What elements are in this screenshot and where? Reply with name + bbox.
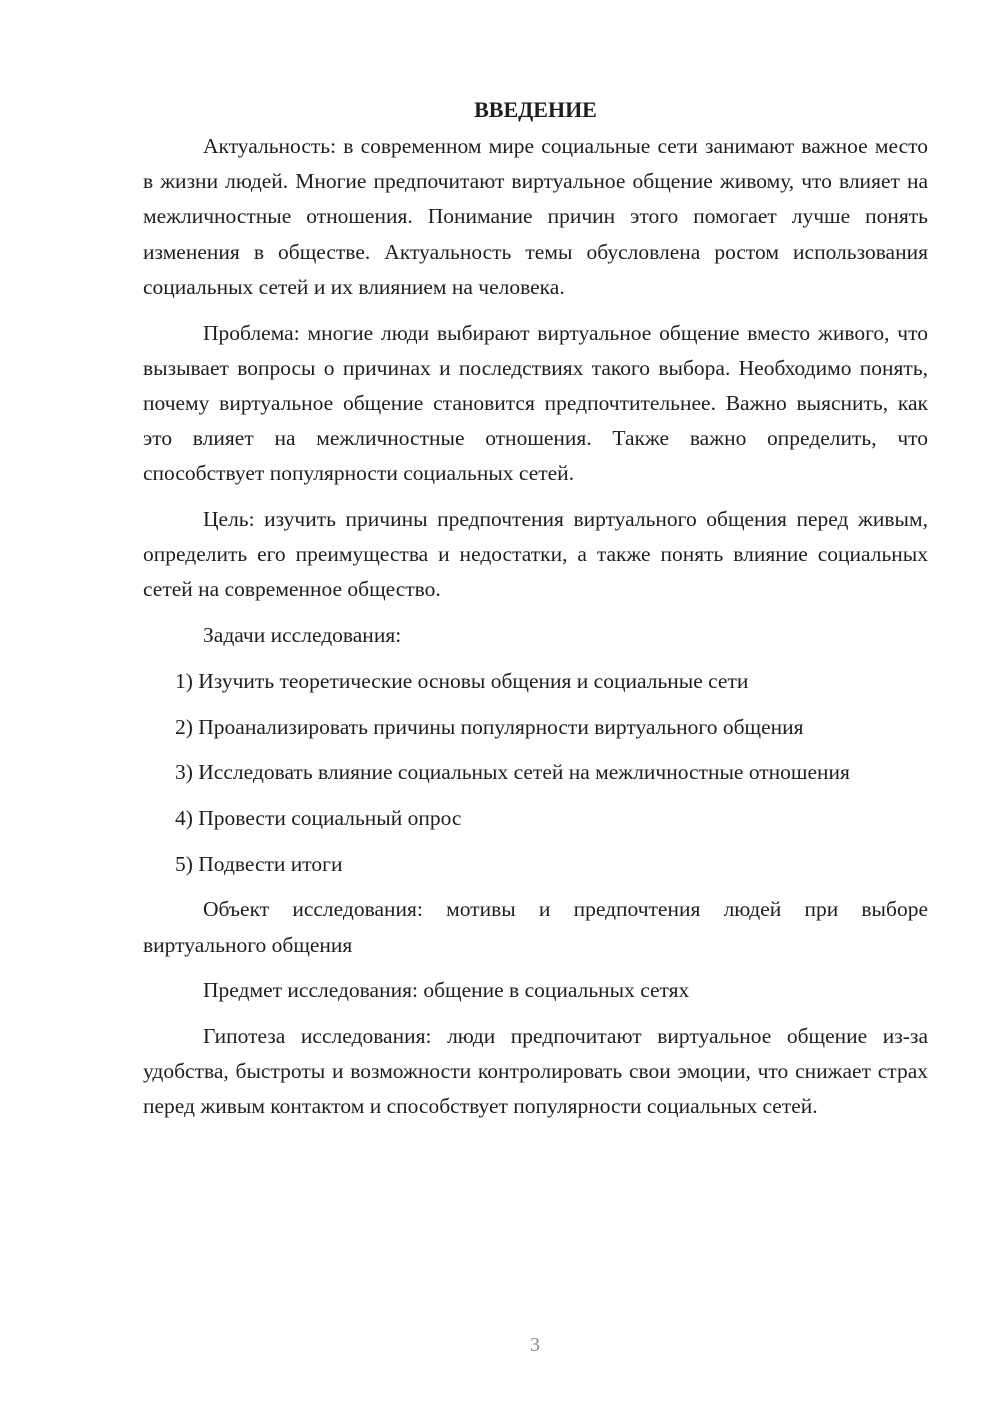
problem-paragraph: Проблема: многие люди выбирают виртуальное общение вместо живого, что вызывает вопросы о причинах и последствиях такого выбора. Необходимо понять, почему виртуальное общение становится предпочтительнее. Важно выяснить, как это влияет на межличностные отношения. Также важно определить, что способствует популярности социальных сетей.	[143, 320, 928, 486]
page-title: ВВЕДЕНИЕ	[474, 97, 597, 122]
task-item-1: 1) Изучить теоретические основы общения и социальные сети	[175, 668, 749, 693]
task-item-3: 3) Исследовать влияние социальных сетей на межличностные отношения	[175, 760, 850, 785]
goal-paragraph: Цель: изучить причины предпочтения виртуального общения перед живым, определить его преимущества и недостатки, а также понять влияние социальных сетей на современное общество.	[143, 507, 928, 602]
subject-paragraph: Предмет исследования: общение в социальных сетях	[203, 978, 690, 1003]
object-paragraph: Объект исследования: мотивы и предпочтения людей при выборе виртуального общения	[143, 897, 928, 957]
hypothesis-paragraph: Гипотеза исследования: люди предпочитают виртуальное общение из-за удобства, быстроты и возможности контролировать свои эмоции, что снижает страх перед живым контактом и способствует популярности социальных сетей.	[143, 1023, 928, 1119]
task-item-2: 2) Проанализировать причины популярности виртуального общения	[175, 714, 804, 739]
task-item-4: 4) Провести социальный опрос	[175, 805, 462, 830]
relevance-paragraph: Актуальность: в современном мире социальные сети занимают важное место в жизни людей. Многие предпочитают виртуальное общение живому, что влияет на межличностные отношения. Понимание причин этого помогает лучше понять изменения в обществе. Актуальность темы обусловлена ростом использования социальных сетей и их влиянием на человека.	[143, 134, 928, 299]
task-item-5: 5) Подвести итоги	[175, 851, 343, 876]
page-number: 3	[530, 1334, 540, 1356]
tasks-heading: Задачи исследования:	[203, 623, 402, 648]
document-page	[143, 92, 928, 1135]
